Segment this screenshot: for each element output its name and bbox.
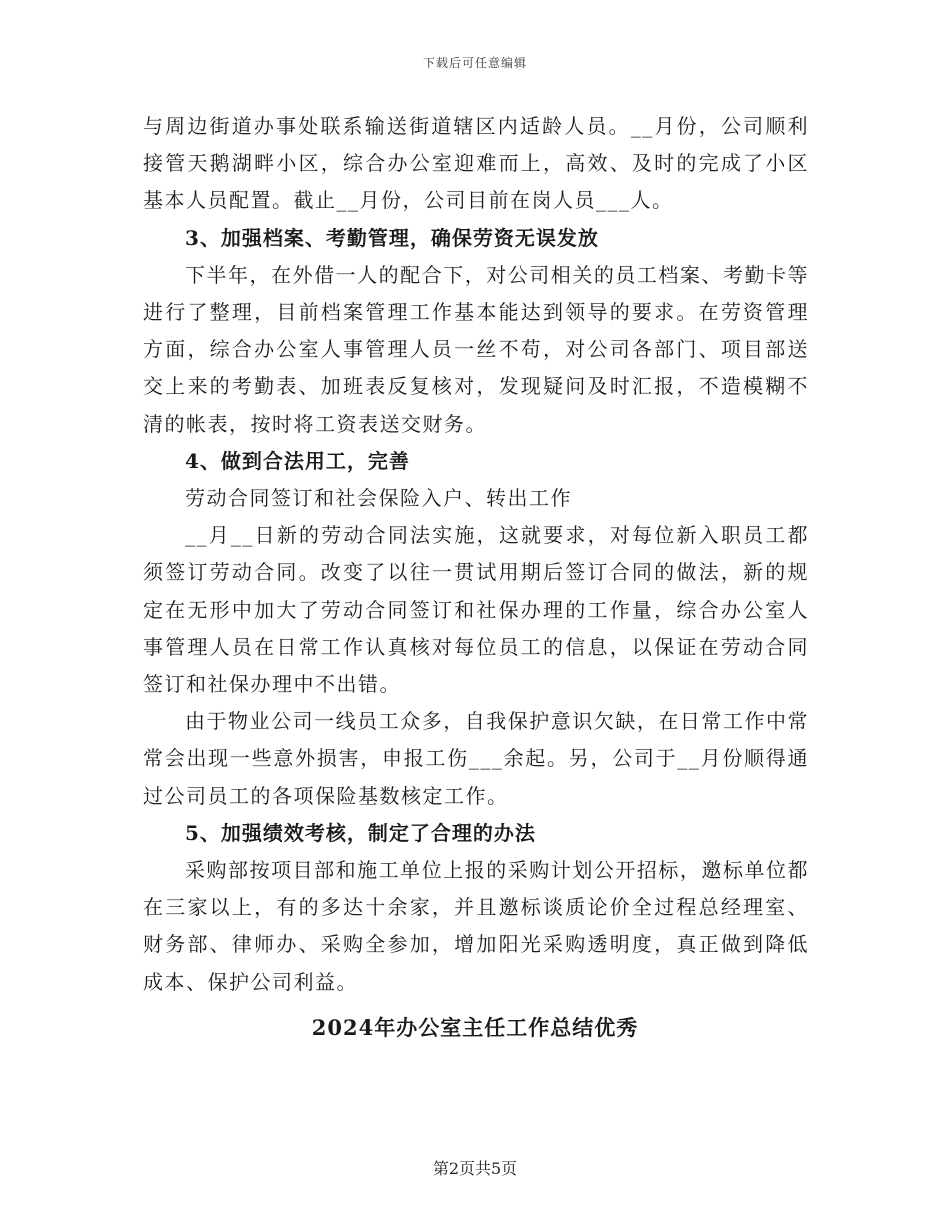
page-header: 下载后可任意编辑 [422, 56, 527, 70]
section-heading-performance: 5、加强绩效考核，制定了合理的办法 [185, 820, 536, 845]
paragraph-work-injury: 由于物业公司一线员工众多，自我保护意识欠缺，在日常工作中常常会出现一些意外损害，申报工伤___余起。另，公司于__月份顺得通过公司员工的各项保险基数核定工作。 [143, 709, 809, 808]
paragraph-archives: 下半年，在外借一人的配合下，对公司相关的员工档案、考勤卡等进行了整理，目前档案管理工作基本能达到领导的要求。在劳资管理方面，综合办公室人事管理人员一丝不苟，对公司各部门、项目部送交上来的考勤表、加班表反复核对，发现疑问及时汇报，不造模糊不清的帐表，按时将工资表送交财务。 [143, 262, 809, 436]
document-title: 2024年办公室主任工作总结优秀 [311, 1015, 639, 1040]
paragraph-procurement: 采购部按项目部和施工单位上报的采购计划公开招标，邀标单位都在三家以上，有的多达十余家，并且邀标谈质论价全过程总经理室、财务部、律师办、采购全参加，增加阳光采购透明度，真正做到降低成本、保护公司利益。 [143, 858, 809, 994]
document-body [143, 108, 809, 1001]
page-number: 第2页共5页 [432, 1159, 518, 1178]
paragraph-contract-subtitle: 劳动合同签订和社会保险入户、转出工作 [185, 486, 572, 511]
paragraph-staffing: 与周边街道办事处联系输送街道辖区内适龄人员。__月份，公司顺利接管天鹅湖畔小区，综合办公室迎难而上，高效、及时的完成了小区基本人员配置。截止__月份，公司目前在岗人员___人。 [143, 114, 809, 213]
paragraph-labor-contract: __月__日新的劳动合同法实施，这就要求，对每位新入职员工都须签订劳动合同。改变了以往一贯试用期后签订合同的做法，新的规定在无形中加大了劳动合同签订和社保办理的工作量，综合办公室人事管理人员在日常工作认真核对每位员工的信息，以保证在劳动合同签订和社保办理中不出错。 [143, 523, 809, 697]
section-heading-archives: 3、加强档案、考勤管理，确保劳资无误发放 [185, 225, 599, 250]
section-heading-legal-employment: 4、做到合法用工，完善 [185, 448, 410, 473]
